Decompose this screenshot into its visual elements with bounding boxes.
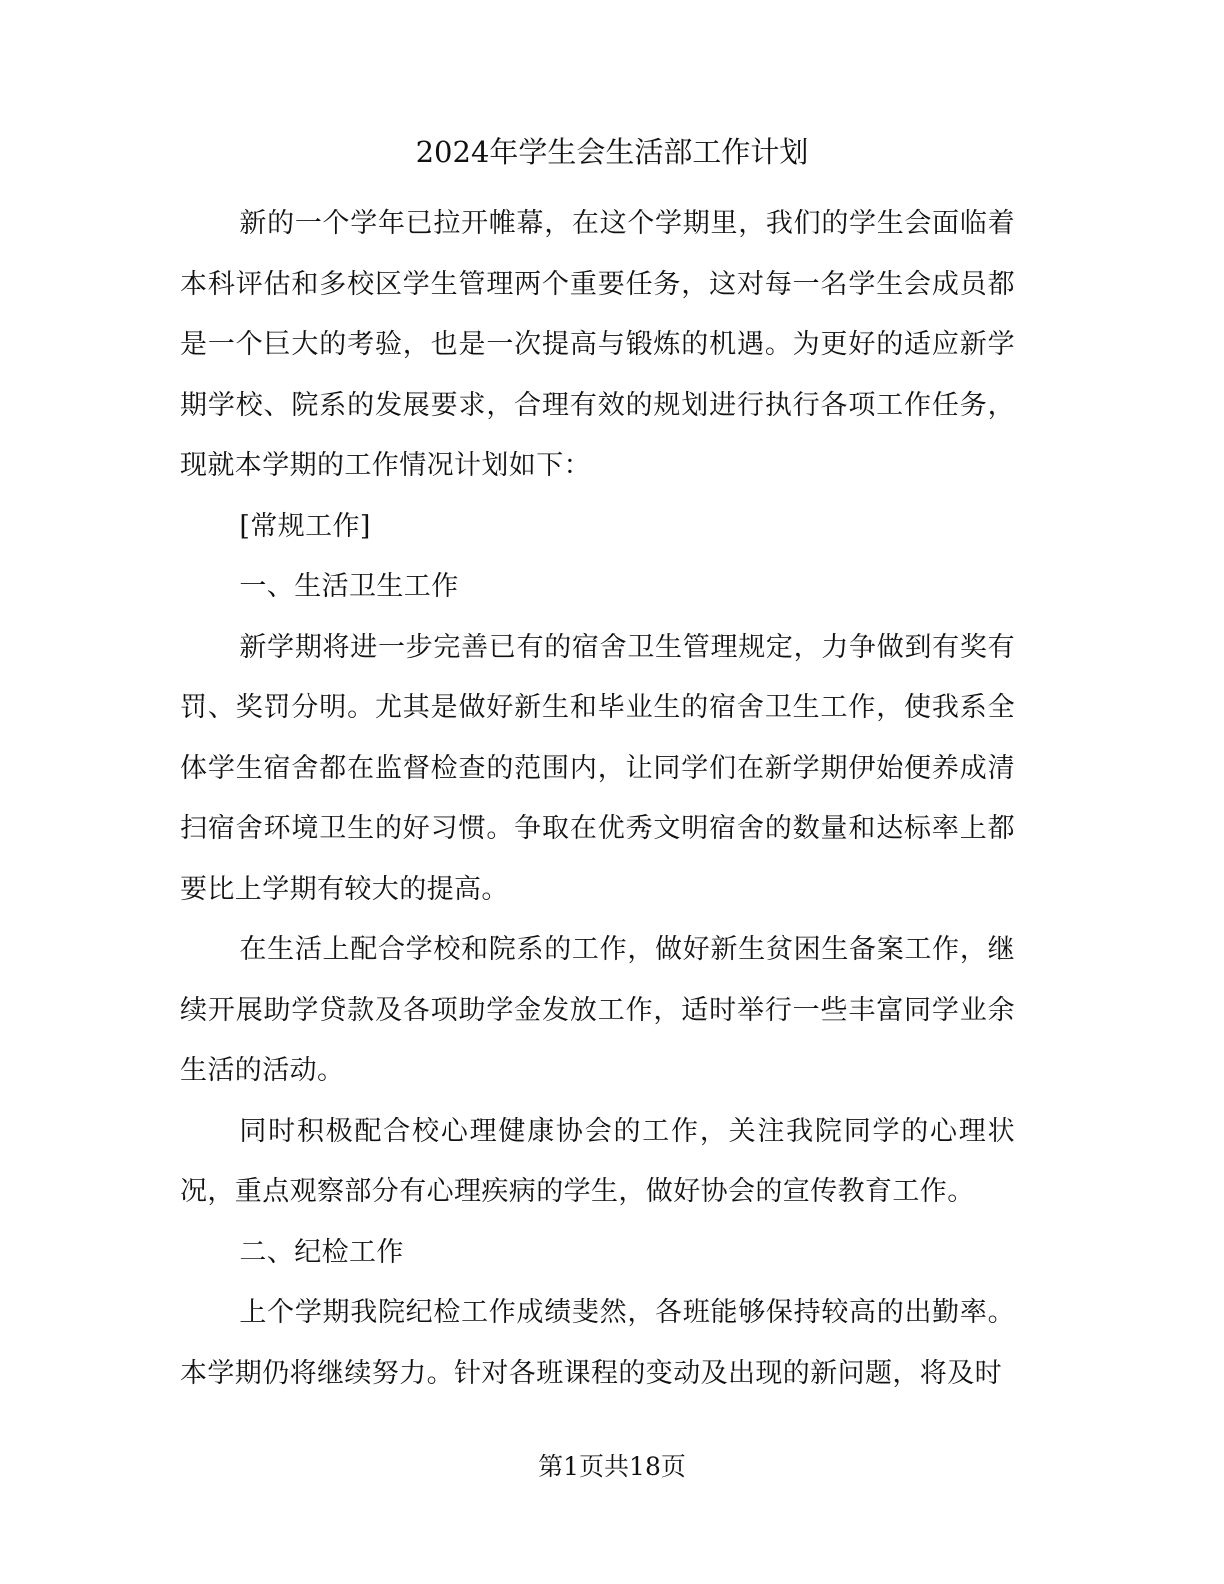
page-footer: 第1页共18页 <box>538 1452 686 1481</box>
section-heading-routine-work: [常规工作] <box>239 510 371 542</box>
paragraph-intro: 新的一个学年已拉开帷幕，在这个学期里，我们的学生会面临着本科评估和多校区学生管理两个重要任务，这对每一名学生会成员都是一个巨大的考验，也是一次提高与锻炼的机遇。为更好的适应新学期学校、院系的发展要求，合理有效的规划进行执行各项工作任务，现就本学期的工作情况计划如下： <box>180 208 1015 481</box>
paragraph-life-support: 在生活上配合学校和院系的工作，做好新生贫困生备案工作，继续开展助学贷款及各项助学金发放工作，适时举行一些丰富同学业余生活的活动。 <box>180 934 1015 1086</box>
document-body <box>180 194 1015 1404</box>
section-heading-discipline: 二、纪检工作 <box>239 1236 404 1268</box>
section-heading-life-hygiene: 一、生活卫生工作 <box>239 571 459 602</box>
paragraph-mental-health: 同时积极配合校心理健康协会的工作，关注我院同学的心理状况，重点观察部分有心理疾病的学生，做好协会的宣传教育工作。 <box>180 1115 1015 1207</box>
document-title: 2024年学生会生活部工作计划 <box>415 135 809 169</box>
paragraph-discipline: 上个学期我院纪检工作成绩斐然，各班能够保持较高的出勤率。本学期仍将继续努力。针对各班课程的变动及出现的新问题，将及时 <box>180 1297 1015 1389</box>
paragraph-dorm-hygiene: 新学期将进一步完善已有的宿舍卫生管理规定，力争做到有奖有罚、奖罚分明。尤其是做好新生和毕业生的宿舍卫生工作，使我系全体学生宿舍都在监督检查的范围内，让同学们在新学期伊始便养成清扫宿舍环境卫生的好习惯。争取在优秀文明宿舍的数量和达标率上都要比上学期有较大的提高。 <box>180 631 1015 905</box>
